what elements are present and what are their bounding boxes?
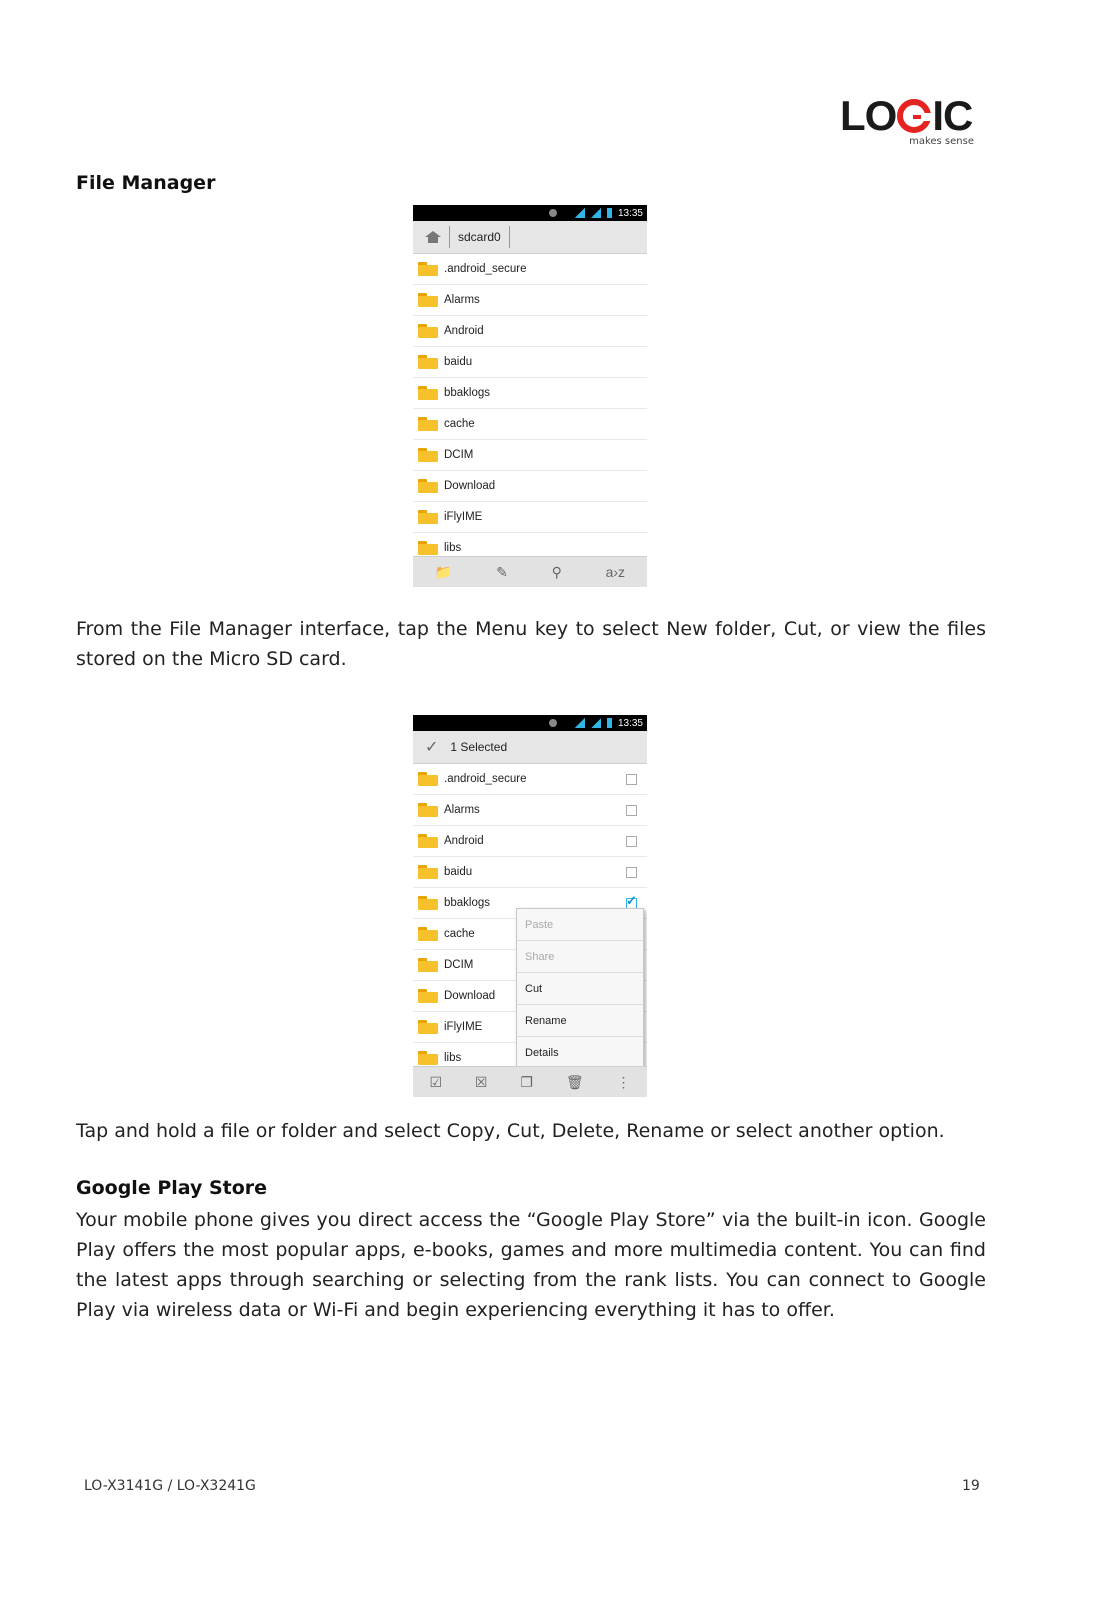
tap-hold-description: Tap and hold a file or folder and select Copy, Cut, Delete, Rename or select another option. — [76, 1120, 945, 1142]
folder-icon — [418, 510, 438, 524]
folder-icon — [418, 386, 438, 400]
status-time: 13:35 — [617, 717, 643, 729]
folder-row[interactable] — [413, 795, 647, 826]
breadcrumb-bar — [413, 221, 647, 254]
done-check-icon[interactable]: ✓ — [425, 739, 439, 756]
folder-icon — [418, 541, 438, 555]
folder-name: baidu — [444, 356, 473, 368]
selection-bar — [413, 731, 647, 764]
folder-icon — [418, 772, 438, 786]
logo-tagline: makes sense — [909, 136, 974, 147]
file-manager-screenshot — [413, 205, 647, 587]
select-checkbox[interactable] — [626, 898, 637, 909]
folder-name: DCIM — [444, 449, 474, 461]
bottom-toolbar — [413, 1066, 647, 1097]
menu-item-rename[interactable]: Rename — [517, 1005, 643, 1037]
file-manager-description: From the File Manager interface, tap the Menu key to select New folder, Cut, or view the files stored on the Micro SD card. — [76, 618, 986, 670]
signal-icon — [575, 208, 585, 218]
folder-icon — [418, 803, 438, 817]
logic-logo — [840, 92, 980, 152]
folder-row[interactable] — [413, 347, 647, 378]
folder-row[interactable] — [413, 471, 647, 502]
folder-row[interactable] — [413, 826, 647, 857]
menu-item-paste[interactable]: Paste — [517, 909, 643, 941]
folder-name: cache — [444, 928, 475, 940]
footer-model: LO-X3141G / LO-X3241G — [84, 1478, 256, 1494]
folder-name: .android_secure — [444, 263, 527, 275]
file-manager-select-screenshot — [413, 715, 647, 1097]
folder-name: libs — [444, 1052, 462, 1064]
signal-icon — [575, 718, 585, 728]
battery-icon — [607, 718, 612, 728]
folder-name: .android_secure — [444, 773, 527, 785]
folder-icon — [418, 927, 438, 941]
context-menu — [516, 908, 644, 1069]
google-play-description: Your mobile phone gives you direct access the “Google Play Store” via the built-in icon. Google Play offers the most popular apps, e-books, games and more multimedia content. You can find the latest apps through searching or selecting from the rank lists. You can connect to Google Play via wireless data or Wi-Fi and begin experiencing everything it has to offer. — [76, 1209, 986, 1321]
folder-icon — [418, 417, 438, 431]
page-number: 19 — [962, 1478, 980, 1494]
signal-icon-2 — [591, 208, 601, 218]
folder-icon — [418, 448, 438, 462]
folder-name: DCIM — [444, 959, 474, 971]
folder-icon — [418, 865, 438, 879]
folder-icon — [418, 1051, 438, 1065]
folder-name: Android — [444, 325, 484, 337]
folder-name: cache — [444, 418, 475, 430]
folder-list — [413, 254, 647, 564]
folder-name: bbaklogs — [444, 387, 491, 399]
select-checkbox[interactable] — [626, 867, 637, 878]
folder-icon — [418, 479, 438, 493]
deselect-icon[interactable]: ☒ — [474, 1073, 488, 1090]
folder-name: bbaklogs — [444, 897, 491, 909]
folder-icon — [418, 324, 438, 338]
new-folder-icon[interactable]: 📁 — [434, 563, 453, 580]
folder-name: Download — [444, 990, 496, 1002]
google-play-heading: Google Play Store — [76, 1177, 268, 1199]
select-checkbox[interactable] — [626, 805, 637, 816]
folder-name: Alarms — [444, 294, 480, 306]
delete-icon[interactable]: 🗑 — [565, 1073, 584, 1090]
folder-row[interactable] — [413, 764, 647, 795]
select-checkbox[interactable] — [626, 774, 637, 785]
status-time: 13:35 — [617, 207, 643, 219]
folder-row[interactable] — [413, 254, 647, 285]
folder-icon — [418, 896, 438, 910]
folder-row[interactable] — [413, 502, 647, 533]
sort-az-icon[interactable]: a›z — [605, 564, 626, 580]
breadcrumb-sdcard[interactable]: sdcard0 — [449, 226, 510, 248]
edit-icon[interactable]: ✎ — [496, 563, 508, 580]
folder-icon — [418, 834, 438, 848]
bottom-toolbar — [413, 556, 647, 587]
folder-row[interactable] — [413, 378, 647, 409]
folder-name: Android — [444, 835, 484, 847]
status-bar — [413, 205, 647, 221]
folder-row[interactable] — [413, 440, 647, 471]
notification-icon — [549, 209, 557, 217]
folder-name: Download — [444, 480, 496, 492]
copy-icon[interactable]: ❐ — [520, 1073, 533, 1090]
folder-icon — [418, 355, 438, 369]
logo-text-right: IC — [932, 92, 973, 139]
folder-row[interactable] — [413, 857, 647, 888]
menu-item-cut[interactable]: Cut — [517, 973, 643, 1005]
home-icon[interactable] — [425, 231, 441, 243]
folder-icon — [418, 989, 438, 1003]
file-manager-heading: File Manager — [76, 172, 216, 194]
selected-count: 1 Selected — [450, 740, 508, 754]
battery-icon — [607, 208, 612, 218]
folder-row[interactable] — [413, 409, 647, 440]
logo-g-mark — [897, 99, 931, 133]
select-checkbox[interactable] — [626, 836, 637, 847]
select-all-icon[interactable]: ☑ — [429, 1073, 443, 1090]
folder-icon — [418, 293, 438, 307]
signal-icon-2 — [591, 718, 601, 728]
folder-icon — [418, 958, 438, 972]
logo-text-left: LO — [840, 92, 897, 139]
status-bar — [413, 715, 647, 731]
overflow-icon[interactable]: ⋮ — [616, 1073, 631, 1090]
folder-name: iFlyIME — [444, 1021, 483, 1033]
folder-icon — [418, 262, 438, 276]
menu-item-details[interactable]: Details — [525, 1046, 559, 1059]
folder-icon — [418, 1020, 438, 1034]
search-icon[interactable]: ⚲ — [551, 563, 562, 580]
folder-row[interactable] — [413, 285, 647, 316]
folder-name: baidu — [444, 866, 473, 878]
notification-icon — [549, 719, 557, 727]
folder-name: Alarms — [444, 804, 480, 816]
folder-name: libs — [444, 542, 462, 554]
folder-row[interactable] — [413, 316, 647, 347]
folder-name: iFlyIME — [444, 511, 483, 523]
menu-item-share[interactable]: Share — [517, 941, 643, 973]
